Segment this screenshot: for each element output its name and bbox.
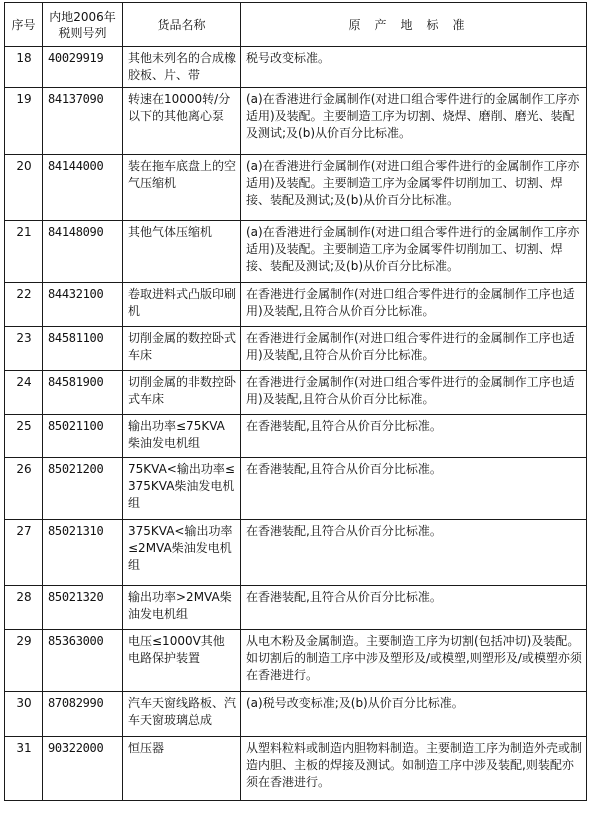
row-no: 19: [5, 88, 43, 155]
row-origin-standard: (a)税号改变标准;及(b)从价百分比标准。: [241, 692, 587, 737]
table-row: [5, 692, 587, 737]
row-no: 25: [5, 415, 43, 458]
table-row: [5, 630, 587, 692]
table-row: [5, 737, 587, 801]
table-row: [5, 371, 587, 415]
row-goods-name: 其他气体压缩机: [123, 221, 241, 283]
row-origin-standard: 在香港装配,且符合从价百分比标准。: [241, 586, 587, 630]
row-origin-standard: 从塑料粒料或制造内胆物料制造。主要制造工序为制造外壳或制造内胆、主板的焊接及测试。如制造工序中涉及装配,则装配亦须在香港进行。: [241, 737, 587, 801]
row-origin-standard: (a)在香港进行金属制作(对进口组合零件进行的金属制作工序亦适用)及装配。主要制造工序为切割、烧焊、磨削、磨光、装配及测试;及(b)从价百分比标准。: [241, 88, 587, 155]
row-goods-name: 75KVA<输出功率≤375KVA柴油发电机组: [123, 458, 241, 520]
row-tariff-code: 85363000: [43, 630, 123, 692]
row-goods-name: 其他未列名的合成橡胶板、片、带: [123, 47, 241, 88]
row-no: 21: [5, 221, 43, 283]
row-no: 30: [5, 692, 43, 737]
header-tariff-code: 内地2006年税则号列: [43, 3, 123, 47]
table-row: [5, 520, 587, 586]
row-goods-name: 恒压器: [123, 737, 241, 801]
row-origin-standard: 从电木粉及金属制造。主要制造工序为切割(包括冲切)及装配。如切割后的制造工序中涉及塑形及/或模塑,则塑形及/或模塑亦须在香港进行。: [241, 630, 587, 692]
row-no: 24: [5, 371, 43, 415]
row-origin-standard: (a)在香港进行金属制作(对进口组合零件进行的金属制作工序亦适用)及装配。主要制造工序为金属零件切削加工、切割、焊接、装配及测试;及(b)从价百分比标准。: [241, 221, 587, 283]
row-no: 28: [5, 586, 43, 630]
row-no: 23: [5, 327, 43, 371]
row-tariff-code: 84144000: [43, 155, 123, 221]
row-no: 20: [5, 155, 43, 221]
row-tariff-code: 90322000: [43, 737, 123, 801]
row-tariff-code: 85021200: [43, 458, 123, 520]
row-tariff-code: 85021100: [43, 415, 123, 458]
row-origin-standard: 在香港装配,且符合从价百分比标准。: [241, 520, 587, 586]
row-origin-standard: 在香港进行金属制作(对进口组合零件进行的金属制作工序也适用)及装配,且符合从价百分比标准。: [241, 327, 587, 371]
row-tariff-code: 84432100: [43, 283, 123, 327]
row-goods-name: 汽车天窗线路板、汽车天窗玻璃总成: [123, 692, 241, 737]
row-no: 18: [5, 47, 43, 88]
row-origin-standard: 在香港进行金属制作(对进口组合零件进行的金属制作工序也适用)及装配,且符合从价百分比标准。: [241, 371, 587, 415]
row-no: 27: [5, 520, 43, 586]
header-no: 序号: [5, 3, 43, 47]
row-tariff-code: 84148090: [43, 221, 123, 283]
row-goods-name: 装在拖车底盘上的空气压缩机: [123, 155, 241, 221]
row-origin-standard: 在香港装配,且符合从价百分比标准。: [241, 415, 587, 458]
row-tariff-code: 84581100: [43, 327, 123, 371]
row-goods-name: 切削金属的非数控卧式车床: [123, 371, 241, 415]
row-goods-name: 输出功率≤75KVA柴油发电机组: [123, 415, 241, 458]
row-tariff-code: 87082990: [43, 692, 123, 737]
row-goods-name: 电压≤1000V其他电路保护装置: [123, 630, 241, 692]
row-origin-standard: (a)在香港进行金属制作(对进口组合零件进行的金属制作工序亦适用)及装配。主要制造工序为金属零件切削加工、切割、焊接、装配及测试;及(b)从价百分比标准。: [241, 155, 587, 221]
header-origin-standard: 原产地标准: [241, 3, 587, 47]
row-goods-name: 输出功率>2MVA柴油发电机组: [123, 586, 241, 630]
table-row: [5, 283, 587, 327]
row-no: 22: [5, 283, 43, 327]
row-tariff-code: 85021310: [43, 520, 123, 586]
table-row: [5, 221, 587, 283]
table-header-row: [5, 3, 587, 47]
row-origin-standard: 在香港进行金属制作(对进口组合零件进行的金属制作工序也适用)及装配,且符合从价百分比标准。: [241, 283, 587, 327]
row-tariff-code: 84581900: [43, 371, 123, 415]
table-row: [5, 88, 587, 155]
row-no: 29: [5, 630, 43, 692]
table-row: [5, 327, 587, 371]
table-row: [5, 458, 587, 520]
row-goods-name: 卷取进料式凸版印刷机: [123, 283, 241, 327]
table-row: [5, 155, 587, 221]
table-row: [5, 47, 587, 88]
table-row: [5, 415, 587, 458]
row-origin-standard: 税号改变标准。: [241, 47, 587, 88]
row-goods-name: 375KVA<输出功率≤2MVA柴油发电机组: [123, 520, 241, 586]
row-origin-standard: 在香港装配,且符合从价百分比标准。: [241, 458, 587, 520]
row-goods-name: 转速在10000转/分以下的其他离心泵: [123, 88, 241, 155]
row-tariff-code: 40029919: [43, 47, 123, 88]
row-tariff-code: 85021320: [43, 586, 123, 630]
row-tariff-code: 84137090: [43, 88, 123, 155]
header-goods-name: 货品名称: [123, 3, 241, 47]
row-goods-name: 切削金属的数控卧式车床: [123, 327, 241, 371]
origin-standard-table: [4, 2, 587, 801]
row-no: 26: [5, 458, 43, 520]
table-row: [5, 586, 587, 630]
row-no: 31: [5, 737, 43, 801]
